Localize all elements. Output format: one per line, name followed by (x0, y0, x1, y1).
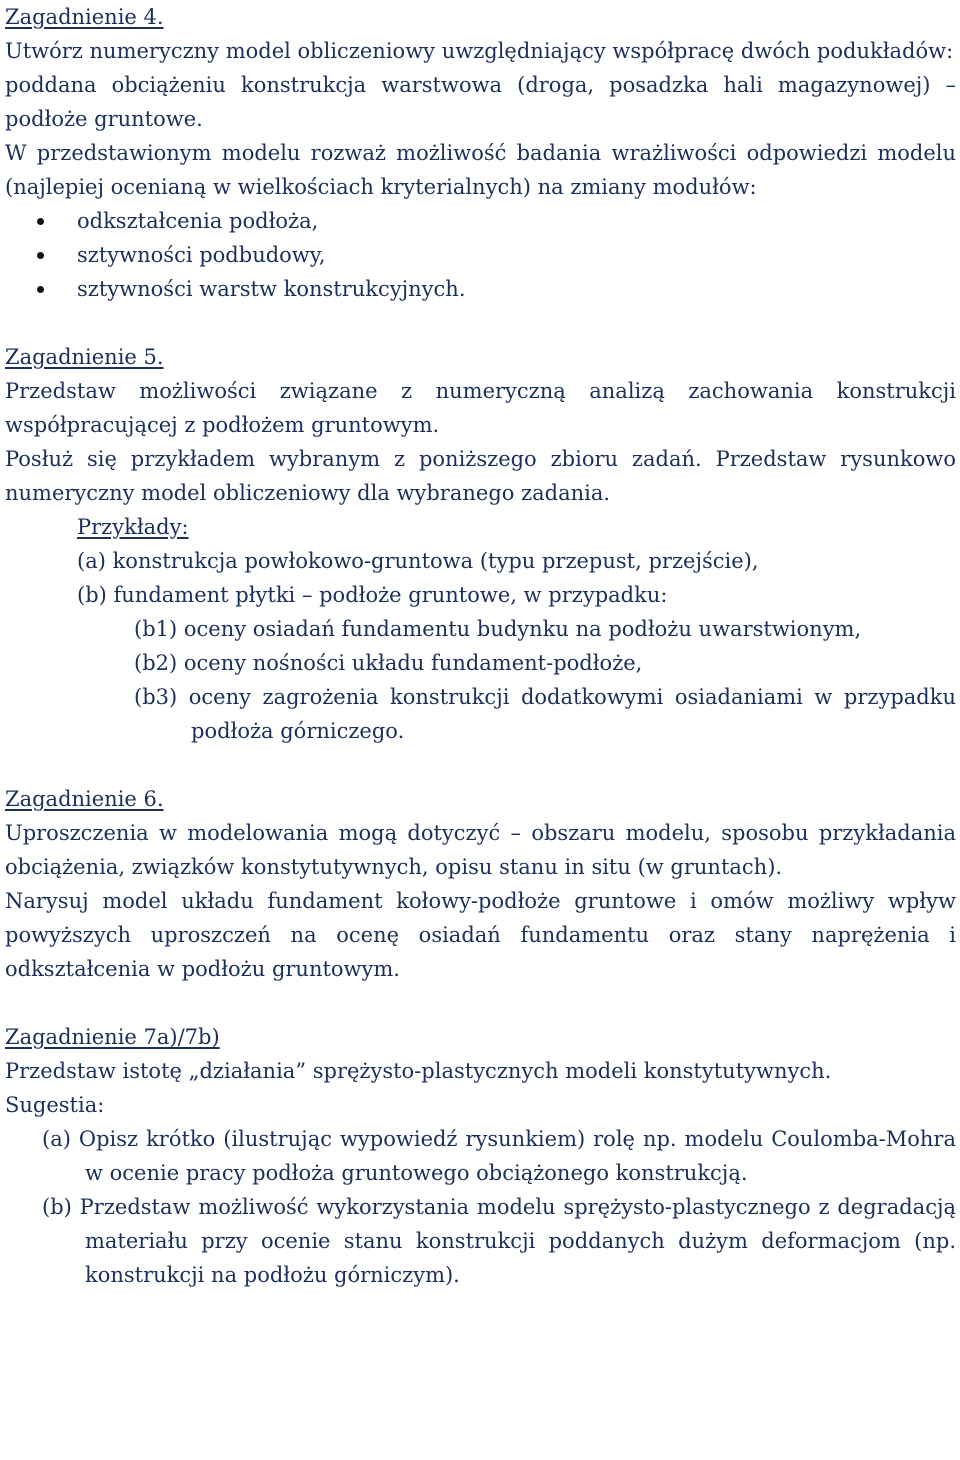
section-heading: Zagadnienie 7a)/7b) (5, 1025, 220, 1049)
bullet-list (5, 204, 956, 306)
section-heading: Zagadnienie 4. (5, 5, 164, 29)
section-zagadnienie-6 (5, 782, 956, 986)
section-heading: Zagadnienie 6. (5, 787, 164, 811)
section-zagadnienie-4 (5, 0, 956, 306)
paragraph: W przedstawionym modelu rozważ możliwość badania wrażliwości odpowiedzi modelu (najlepiej ocenianą w wielkościach kryterialnych) na zmiany modułów: (5, 141, 956, 199)
example-item: (b) fundament płytki – podłoże gruntowe, w przypadku: (77, 583, 668, 607)
spacer (5, 748, 956, 782)
paragraph: Narysuj model układu fundament kołowy-podłoże gruntowe i omów możliwy wpływ powyższych uproszczeń na ocenę osiadań fundamentu oraz stany naprężenia i odkształcenia w podłożu gruntowym. (5, 889, 956, 981)
bullet-item: odkształcenia podłoża, (77, 204, 956, 238)
suggestion-label: Sugestia: (5, 1093, 105, 1117)
suggestion-item: (a) Opisz krótko (ilustrując wypowiedź rysunkiem) rolę np. modelu Coulomba-Mohra w ocenie pracy podłoża gruntowego obciążonego konstrukcją. (42, 1127, 956, 1185)
example-subitem: (b2) oceny nośności układu fundament-podłoże, (134, 651, 643, 675)
example-subitem: (b1) oceny osiadań fundamentu budynku na podłożu uwarstwionym, (134, 617, 862, 641)
section-zagadnienie-5 (5, 340, 956, 748)
bullet-item: sztywności podbudowy, (77, 238, 956, 272)
paragraph: Przedstaw istotę „działania” sprężysto-plastycznych modeli konstytutywnych. (5, 1059, 832, 1083)
section-zagadnienie-7 (5, 1020, 956, 1292)
bullet-item: sztywności warstw konstrukcyjnych. (77, 272, 956, 306)
paragraph: Uproszczenia w modelowania mogą dotyczyć – obszaru modelu, sposobu przykładania obciążenia, związków konstytutywnych, opisu stanu in situ (w gruntach). (5, 821, 956, 879)
spacer (5, 986, 956, 1020)
paragraph: poddana obciążeniu konstrukcja warstwowa (droga, posadzka hali magazynowej) – podłoże gruntowe. (5, 73, 956, 131)
suggestion-item: (b) Przedstaw możliwość wykorzystania modelu sprężysto-plastycznego z degradacją materiału przy ocenie stanu konstrukcji poddanych dużym deformacjom (np. konstrukcji na podłożu górniczym). (42, 1195, 956, 1287)
example-subitem: (b3) oceny zagrożenia konstrukcji dodatkowymi osiadaniami w przypadku podłoża górniczego. (134, 685, 956, 743)
paragraph: Posłuż się przykładem wybranym z poniższego zbioru zadań. Przedstaw rysunkowo numeryczny model obliczeniowy dla wybranego zadania. (5, 447, 956, 505)
examples-heading: Przykłady: (77, 515, 189, 539)
section-heading: Zagadnienie 5. (5, 345, 164, 369)
paragraph: Przedstaw możliwości związane z numeryczną analizą zachowania konstrukcji współpracującej z podłożem gruntowym. (5, 379, 956, 437)
paragraph: Utwórz numeryczny model obliczeniowy uwzględniający współpracę dwóch podukładów: (5, 39, 954, 63)
example-item: (a) konstrukcja powłokowo-gruntowa (typu przepust, przejście), (77, 549, 759, 573)
spacer (5, 306, 956, 340)
